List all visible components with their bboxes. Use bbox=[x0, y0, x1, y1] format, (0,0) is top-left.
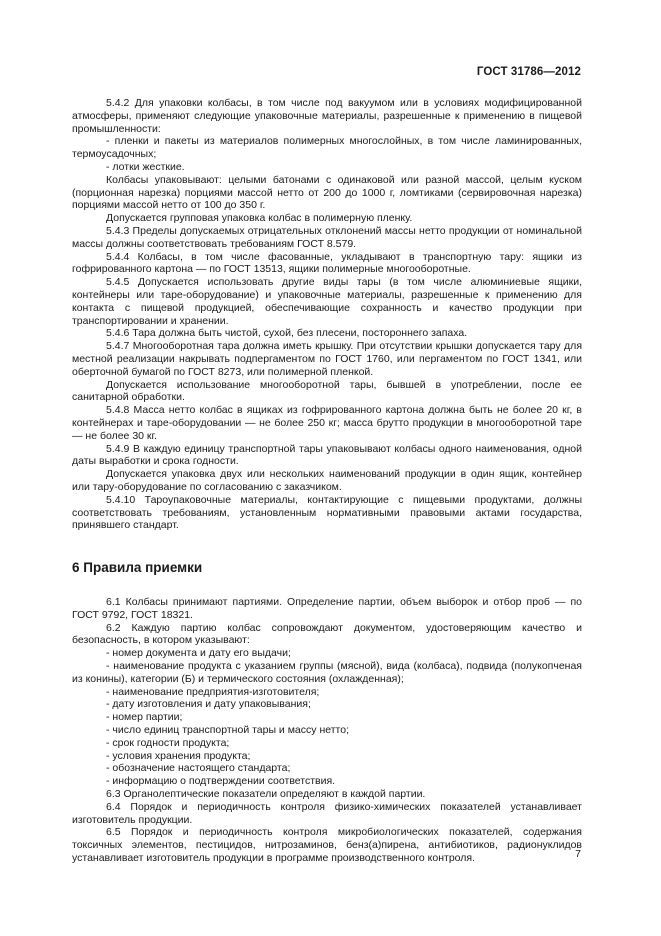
paragraph-packing-modes: Колбасы упаковывают: целыми батонами с одинаковой или разной массой, целым куском (порционная нарезка) порциями массой нетто от 200 до 1000 г, ломтиками (сервировочная нарезка) порциями массой нетто от 100 до 350 г. bbox=[72, 173, 582, 212]
clause-5-4-6: 5.4.6 Тара должна быть чистой, сухой, без плесени, постороннего запаха. bbox=[106, 327, 468, 340]
clause-6-2: 6.2 Каждую партию колбас сопровождают документом, удостоверяющим качество и безопасность, в котором указывают: bbox=[72, 621, 582, 647]
clause-5-4-8: 5.4.8 Масса нетто колбас в ящиках из гофрированного картона должна быть не более 20 кг, в контейнерах и таре-оборудовании — не более 250 кг; масса брутто продукции в многооборотной таре — не более 30 кг. bbox=[72, 404, 582, 442]
page-number: 7 bbox=[575, 848, 581, 860]
clause-6-5: 6.5 Порядок и периодичность контроля микробиологических показателей, содержания токсичных элементов, пестицидов, нитрозаминов, бенз(а)пирена, антибиотиков, радионуклидов устанавливает изготовитель продукции в программе производственного контроля. bbox=[72, 826, 582, 865]
list-item: - наименование продукта с указанием группы (мясной), вида (колбаса), подвида (полукопченая из конины), категории (Б) и термического состояния (охлажденная); bbox=[72, 660, 582, 685]
list-item-films: - пленки и пакеты из материалов полимерных многослойных, в том числе ламинированных, термоусадочных; bbox=[72, 135, 582, 161]
clause-5-4-4: 5.4.4 Колбасы, в том числе фасованные, укладывают в транспортную тару: ящики из гофрированного картона — по ГОСТ 13513, ящики полимерные многооборотные. bbox=[72, 250, 582, 276]
clause-5-4-2: 5.4.2 Для упаковки колбасы, в том числе под вакуумом или в условиях модифицированной атмосферы, применяют следующие упаковочные материалы, разрешенные к применению в пищевой промышленности: bbox=[72, 97, 582, 135]
clause-5-4-7: 5.4.7 Многооборотная тара должна иметь крышку. При отсутствии крышки допускается тару для местной реализации накрывать подпергаментом по ГОСТ 1760, или пергаментом по ГОСТ 1341, или оберточной бумагой по ГОСТ 8273, или полимерной пленкой. bbox=[72, 340, 582, 378]
clause-6-3: 6.3 Органолептические показатели определяют в каждой партии. bbox=[106, 788, 426, 801]
clause-6-1: 6.1 Колбасы принимают партиями. Определение партии, объем выборок и отбор проб — по ГОСТ 9792, ГОСТ 18321. bbox=[72, 596, 582, 621]
list-item: - дату изготовления и дату упаковывания; bbox=[106, 698, 311, 711]
clause-5-4-10: 5.4.10 Тароупаковочные материалы, контактирующие с пищевыми продуктами, должны соответствовать требованиям, установленным нормативными правовыми актами государства, принявшего стандарт. bbox=[72, 493, 582, 532]
paragraph-group-packing: Допускается групповая упаковка колбас в полимерную пленку. bbox=[106, 212, 413, 225]
standard-designation: ГОСТ 31786—2012 bbox=[476, 66, 581, 78]
list-item: - число единиц транспортной тары и массу нетто; bbox=[106, 724, 349, 737]
list-item: - номер партии; bbox=[106, 711, 183, 724]
section-heading-6: 6 Правила приемки bbox=[72, 560, 203, 576]
list-item: - обозначение настоящего стандарта; bbox=[106, 762, 291, 775]
list-item: - наименование предприятия-изготовителя; bbox=[106, 685, 320, 698]
clause-5-4-9: 5.4.9 В каждую единицу транспортной тары упаковывают колбасы одного наименования, одной даты выработки и срока годности. bbox=[72, 442, 582, 468]
list-item: - срок годности продукта; bbox=[106, 736, 230, 749]
clause-6-4: 6.4 Порядок и периодичность контроля физико-химических показателей устанавливает изготовитель продукции. bbox=[72, 800, 582, 826]
list-item: - условия хранения продукта; bbox=[106, 749, 251, 762]
clause-5-4-3: 5.4.3 Пределы допускаемых отрицательных отклонений массы нетто продукции от номинальной массы должны соответствовать требованиям ГОСТ 8.579. bbox=[72, 224, 582, 250]
list-item: - номер документа и дату его выдачи; bbox=[106, 647, 291, 660]
list-item-trays: - лотки жесткие. bbox=[106, 160, 185, 173]
paragraph-reusable-tare: Допускается использование многооборотной тары, бывшей в употреблении, после ее санитарной обработки. bbox=[72, 378, 582, 404]
page-content bbox=[72, 97, 582, 865]
clause-5-4-5: 5.4.5 Допускается использовать другие виды тары (в том числе алюминиевые ящики, контейнеры или таре-оборудование) и упаковочные материалы, разрешенные к применению для контакта с пищевой продукцией, обеспечивающие сохранность и качество продукции при транспортировании и хранении. bbox=[72, 276, 582, 327]
list-item: - информацию о подтверждении соответствия. bbox=[106, 775, 336, 788]
paragraph-mixed-packing: Допускается упаковка двух или нескольких наименований продукции в один ящик, контейнер или тару-оборудование по согласованию с заказчиком. bbox=[72, 468, 582, 493]
